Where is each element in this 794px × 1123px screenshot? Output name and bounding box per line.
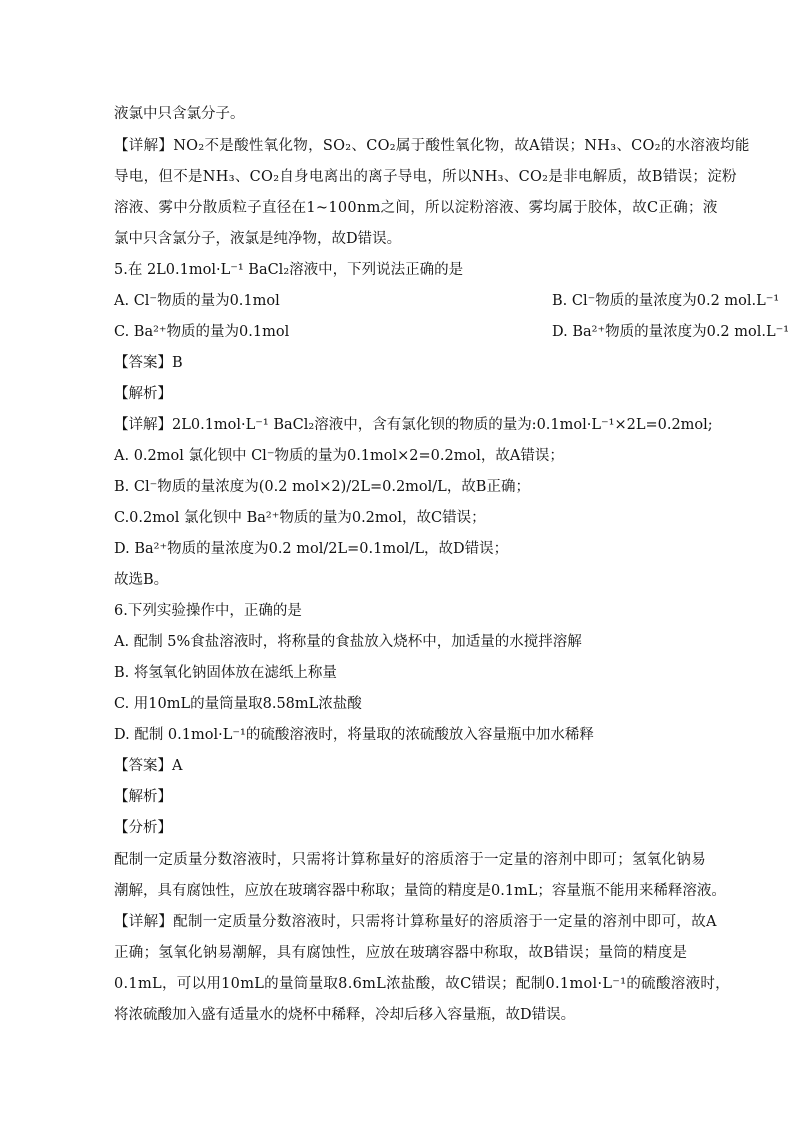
question-6-stem: 6.下列实验操作中，正确的是: [114, 603, 302, 619]
options-row: [114, 291, 780, 311]
text-line: C.0.2mol 氯化钡中 Ba²⁺物质的量为0.2mol，故C错误；: [114, 510, 486, 526]
option-b: B. 将氢氧化钠固体放在滤纸上称量: [114, 665, 337, 681]
options-row: [114, 322, 790, 342]
text-line: B. Cl⁻物质的量浓度为(0.2 mol×2)/2L=0.2mol/L，故B正确；: [114, 479, 530, 495]
option-c: C. Ba²⁺物质的量为0.1mol: [114, 324, 290, 340]
analysis-label: 【解析】: [114, 386, 172, 402]
option-d: D. 配制 0.1mol·L⁻¹的硫酸溶液时，将量取的浓硫酸放入容量瓶中加水稀释: [114, 727, 594, 743]
option-a: A. 配制 5%食盐溶液时，将称量的食盐放入烧杯中，加适量的水搅拌溶解: [114, 634, 582, 650]
option-b: B. Cl⁻物质的量浓度为0.2 mol.L⁻¹: [552, 293, 780, 309]
option-a: A. Cl⁻物质的量为0.1mol: [114, 293, 280, 309]
text-line: D. Ba²⁺物质的量浓度为0.2 mol/2L=0.1mol/L，故D错误；: [114, 541, 509, 557]
text-line: 【详解】配制一定质量分数溶液时，只需将计算称量好的溶质溶于一定量的溶剂中即可，故A: [114, 914, 717, 930]
option-d: D. Ba²⁺物质的量浓度为0.2 mol.L⁻¹: [552, 324, 790, 340]
answer-label: 【答案】B: [114, 355, 183, 371]
text-line: A. 0.2mol 氯化钡中 Cl⁻物质的量为0.1mol×2=0.2mol，故A错误；: [114, 448, 564, 464]
text-line: 将浓硫酸加入盛有适量水的烧杯中稀释，冷却后移入容量瓶，故D错误。: [114, 1007, 576, 1023]
answer-label: 【答案】A: [114, 758, 183, 774]
text-line: 【详解】2L0.1mol·L⁻¹ BaCl₂溶液中，含有氯化钡的物质的量为:0.1mol·L⁻¹×2L=0.2mol;: [114, 417, 713, 433]
breakdown-label: 【分析】: [114, 820, 172, 836]
question-5-stem: 5.在 2L0.1mol·L⁻¹ BaCl₂溶液中，下列说法正确的是: [114, 262, 464, 278]
text-line: 氯中只含氯分子，液氯是纯净物，故D错误。: [114, 231, 402, 247]
text-line: 导电，但不是NH₃、CO₂自身电离出的离子导电，所以NH₃、CO₂是非电解质，故B错误；淀粉: [114, 169, 737, 185]
analysis-label: 【解析】: [114, 789, 172, 805]
text-line: 正确；氢氧化钠易潮解，具有腐蚀性，应放在玻璃容器中称取，故B错误；量筒的精度是: [114, 945, 688, 961]
text-line: 溶液、雾中分散质粒子直径在1~100nm之间，所以淀粉溶液、雾均属于胶体，故C正确；液: [114, 200, 718, 216]
text-line: 配制一定质量分数溶液时，只需将计算称量好的溶质溶于一定量的溶剂中即可；氢氧化钠易: [114, 852, 706, 868]
text-line: 0.1mL，可以用10mL的量筒量取8.6mL浓盐酸，故C错误；配制0.1mol·L⁻¹的硫酸溶液时，: [114, 976, 730, 992]
text-line: 潮解，具有腐蚀性，应放在玻璃容器中称取；量筒的精度是0.1mL；容量瓶不能用来稀释溶液。: [114, 883, 726, 899]
text-line: 【详解】NO₂不是酸性氧化物，SO₂、CO₂属于酸性氧化物，故A错误；NH₃、CO₂的水溶液均能: [114, 138, 750, 154]
option-c: C. 用10mL的量筒量取8.58mL浓盐酸: [114, 696, 362, 712]
text-line: 故选B。: [114, 572, 169, 588]
text-line: 液氯中只含氯分子。: [114, 106, 245, 122]
